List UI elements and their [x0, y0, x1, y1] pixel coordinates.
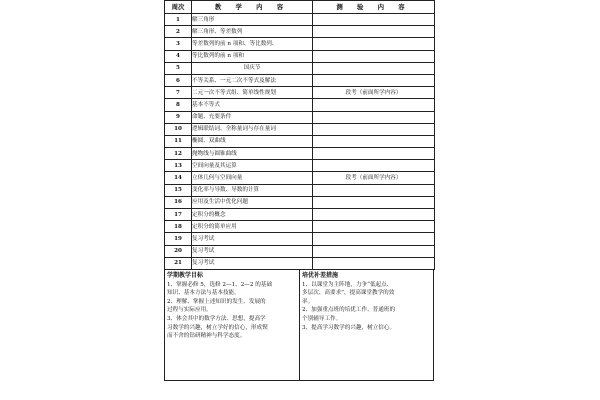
content-cell: 空间向量及其运算: [192, 160, 313, 172]
table-row: [165, 14, 435, 26]
test-cell: [313, 196, 435, 208]
table-row: [165, 38, 435, 50]
test-cell: [313, 14, 435, 26]
week-cell: 9: [165, 111, 192, 123]
week-cell: 2: [165, 26, 192, 38]
week-cell: 7: [165, 87, 192, 99]
week-cell: 18: [165, 221, 192, 233]
table-row: [165, 160, 435, 172]
test-cell: [313, 26, 435, 38]
table-row: [165, 196, 435, 208]
header-content: 教 学 内 容: [192, 1, 313, 14]
table-row: [165, 184, 435, 196]
week-cell: 1: [165, 14, 192, 26]
table-row: [165, 209, 435, 221]
schedule-body: [165, 14, 435, 270]
test-cell: 段考（前面所学内容）: [313, 87, 435, 99]
goals-line: 3、体会其中的数学方法、思想，提高学: [167, 315, 266, 322]
table-row: [165, 172, 435, 184]
content-cell: 基本不等式: [192, 99, 313, 111]
goals-line: 1、掌握必修 5，选修 2—1、2—2 的基础: [167, 281, 273, 288]
test-cell: [313, 148, 435, 160]
measures-title: 培优补差措施: [302, 271, 339, 279]
test-cell: [313, 184, 435, 196]
week-cell: 10: [165, 123, 192, 135]
content-cell: 命题、充要条件: [192, 111, 313, 123]
content-cell: 逻辑联结词、全称量词与存在量词: [192, 123, 313, 135]
test-cell: [313, 221, 435, 233]
content-cell: 不等关系、一元二次不等式及解法: [192, 74, 313, 86]
table-row: [165, 26, 435, 38]
goals-line: 而不舍的钻研精神与科学态度。: [167, 333, 246, 340]
week-cell: 12: [165, 148, 192, 160]
test-cell: [313, 38, 435, 50]
content-cell: 变化率与导数、导数的计算: [192, 184, 313, 196]
table-row: [165, 233, 435, 245]
content-cell: 二元一次不等式组、简单线性规划: [192, 87, 313, 99]
week-cell: 4: [165, 50, 192, 62]
test-cell: [313, 123, 435, 135]
table-row: [165, 123, 435, 135]
test-cell: [313, 99, 435, 111]
test-cell: [313, 160, 435, 172]
content-cell: 定积分的概念: [192, 209, 313, 221]
measures-line: 个别辅导工作。: [302, 315, 342, 322]
schedule-table: [164, 0, 435, 270]
test-cell: [313, 50, 435, 62]
week-cell: 3: [165, 38, 192, 50]
table-row: [165, 135, 435, 147]
content-cell: 定积分的简单应用: [192, 221, 313, 233]
measures-line: 率。: [302, 298, 314, 305]
header-test: 测 验 内 容: [313, 1, 435, 14]
goals-line: 习数学的兴趣，树立学好的信心，形成锲: [167, 324, 268, 331]
week-cell: 16: [165, 196, 192, 208]
test-cell: [313, 209, 435, 221]
goals-line: 2、理解、掌握上述知识的发生、发展的: [167, 298, 266, 305]
test-cell: [313, 257, 435, 269]
content-cell: 立体几何与空间向量: [192, 172, 313, 184]
measures-line: 3、提高学习数学的兴趣，树立信心。: [302, 324, 396, 331]
table-row: [165, 148, 435, 160]
content-cell: 解三角形、等差数列: [192, 26, 313, 38]
test-cell: [313, 111, 435, 123]
content-cell: 应用及生活中优化问题: [192, 196, 313, 208]
tutoring-measures: [299, 270, 433, 380]
table-row: [165, 87, 435, 99]
week-cell: 13: [165, 160, 192, 172]
table-row: [165, 257, 435, 269]
content-cell: 等差数列的前 n 项和、等比数列、: [192, 38, 313, 50]
test-cell: [313, 245, 435, 257]
test-cell: [313, 62, 435, 74]
week-cell: 17: [165, 209, 192, 221]
header-week: 周次: [165, 1, 192, 14]
semester-goals: [165, 270, 299, 380]
content-cell: 抛物线与圆锥曲线: [192, 148, 313, 160]
test-cell: [313, 135, 435, 147]
content-cell: 解三角形: [192, 14, 313, 26]
week-cell: 21: [165, 257, 192, 269]
content-cell: 等比数列的前 n 项和: [192, 50, 313, 62]
measures-line: 2、加强重点班的培优工作、普通班的: [302, 307, 396, 314]
table-row: [165, 111, 435, 123]
week-cell: 19: [165, 233, 192, 245]
content-cell: 椭圆、双曲线: [192, 135, 313, 147]
table-row: [165, 245, 435, 257]
week-cell: 14: [165, 172, 192, 184]
content-cell: 国庆节: [192, 62, 313, 74]
teaching-plan-sheet: [164, 0, 434, 400]
measures-line: 1、以课堂为主阵地，力争“低起点、: [302, 281, 393, 288]
content-cell: 复习考试: [192, 257, 313, 269]
bottom-section: [164, 270, 434, 381]
table-row: [165, 74, 435, 86]
table-header-row: [165, 1, 435, 14]
content-cell: 复习考试: [192, 245, 313, 257]
goals-line: 过程与实际应用。: [167, 307, 212, 314]
table-row: [165, 221, 435, 233]
week-cell: 11: [165, 135, 192, 147]
table-row: [165, 62, 435, 74]
week-cell: 15: [165, 184, 192, 196]
test-cell: [313, 233, 435, 245]
measures-line: 多层次、高要求”，提高课堂教学的效: [302, 290, 395, 297]
week-cell: 8: [165, 99, 192, 111]
week-cell: 20: [165, 245, 192, 257]
week-cell: 5: [165, 62, 192, 74]
test-cell: 段考（前面所学内容）: [313, 172, 435, 184]
content-cell: 复习考试: [192, 233, 313, 245]
goals-title: 学期教学目标: [167, 271, 204, 279]
goals-line: 知识、基本方法与基本技能。: [167, 290, 240, 297]
week-cell: 6: [165, 74, 192, 86]
test-cell: [313, 74, 435, 86]
table-row: [165, 99, 435, 111]
table-row: [165, 50, 435, 62]
